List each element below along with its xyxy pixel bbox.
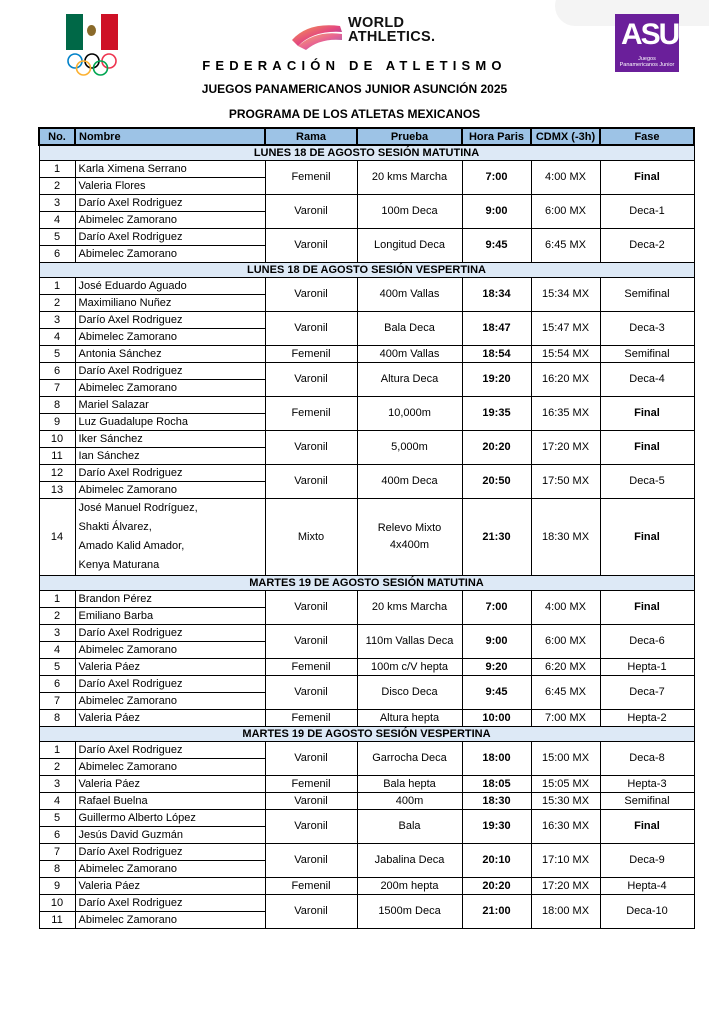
event-hora-cdmx: 15:54 MX [531,345,600,362]
event-rama: Varonil [265,894,357,928]
athlete-number: 7 [39,692,75,709]
athlete-number: 4 [39,328,75,345]
athlete-number: 6 [39,362,75,379]
athlete-number: 4 [39,792,75,809]
event-prueba: Bala hepta [357,775,462,792]
event-rama: Femenil [265,396,357,430]
athlete-name: Darío Axel Rodriguez [75,311,265,328]
athlete-name: Valeria Páez [75,775,265,792]
event-hora-cdmx: 18:30 MX [531,498,600,575]
event-prueba: 10,000m [357,396,462,430]
event-fase: Semifinal [600,792,694,809]
athlete-name: Abimelec Zamorano [75,211,265,228]
athlete-name: Antonia Sánchez [75,345,265,362]
event-fase: Final [600,498,694,575]
athlete-name: Darío Axel Rodriguez [75,843,265,860]
event-hora-paris: 21:00 [462,894,531,928]
table-row [39,277,694,294]
athlete-number: 5 [39,809,75,826]
event-prueba: 5,000m [357,430,462,464]
athlete-number: 5 [39,658,75,675]
event-prueba: Altura Deca [357,362,462,396]
table-row [39,624,694,641]
event-prueba: 200m hepta [357,877,462,894]
event-hora-cdmx: 18:00 MX [531,894,600,928]
event-prueba-line: 4x400m [389,538,430,551]
event-prueba: Altura hepta [357,709,462,726]
athlete-name: Abimelec Zamorano [75,860,265,877]
event-hora-paris: 20:10 [462,843,531,877]
table-row [39,843,694,860]
event-rama: Varonil [265,464,357,498]
athlete-number: 14 [39,498,75,575]
athlete-name: Abimelec Zamorano [75,481,265,498]
event-rama: Varonil [265,792,357,809]
athlete-number: 5 [39,228,75,245]
athlete-name: Amado Kalid Amador, [78,539,185,552]
event-fase: Hepta-2 [600,709,694,726]
event-hora-paris: 18:00 [462,741,531,775]
table-row [39,809,694,826]
table-row [39,464,694,481]
event-prueba: 20 kms Marcha [357,590,462,624]
athlete-name: Valeria Flores [75,177,265,194]
col-header-cdmx: CDMX (-3h) [531,128,600,145]
event-fase: Final [600,160,694,194]
athlete-number: 9 [39,413,75,430]
event-rama: Varonil [265,675,357,709]
col-header-rama: Rama [265,128,357,145]
event-rama: Femenil [265,160,357,194]
event-hora-cdmx: 16:30 MX [531,809,600,843]
athlete-name: Ian Sánchez [75,447,265,464]
athlete-number: 9 [39,877,75,894]
athlete-number: 3 [39,775,75,792]
table-row [39,775,694,792]
event-prueba: 400m Vallas [357,277,462,311]
event-hora-cdmx: 6:00 MX [531,624,600,658]
event-fase: Deca-6 [600,624,694,658]
event-fase: Deca-7 [600,675,694,709]
event-rama: Varonil [265,809,357,843]
event-hora-paris: 18:54 [462,345,531,362]
event-prueba: 400m Deca [357,464,462,498]
athlete-number: 4 [39,211,75,228]
games-title: JUEGOS PANAMERICANOS JUNIOR ASUNCIÓN 2025 [201,82,508,96]
event-hora-cdmx: 15:30 MX [531,792,600,809]
table-header-row [39,128,694,145]
table-row [39,741,694,758]
event-hora-cdmx: 17:20 MX [531,430,600,464]
athlete-number: 8 [39,709,75,726]
asu-logo-text: ASU [621,18,679,51]
athlete-number: 13 [39,481,75,498]
table-row [39,430,694,447]
table-row [39,228,694,245]
athlete-name: Guillermo Alberto López [75,809,265,826]
athlete-number: 3 [39,624,75,641]
athlete-number: 2 [39,177,75,194]
athlete-number: 4 [39,641,75,658]
event-hora-paris: 21:30 [462,498,531,575]
event-fase: Deca-8 [600,741,694,775]
event-hora-paris: 9:45 [462,228,531,262]
event-prueba: 400m Vallas [357,345,462,362]
athlete-number: 1 [39,277,75,294]
event-fase: Hepta-3 [600,775,694,792]
table-row [39,590,694,607]
event-hora-paris: 18:47 [462,311,531,345]
event-hora-paris: 19:30 [462,809,531,843]
event-prueba: Bala [357,809,462,843]
col-header-nombre: Nombre [75,128,265,145]
federation-title: FEDERACIÓN DE ATLETISMO [202,58,507,73]
athlete-number: 6 [39,245,75,262]
athlete-number: 6 [39,826,75,843]
event-hora-paris: 20:20 [462,877,531,894]
session-title: LUNES 18 DE AGOSTO SESIÓN MATUTINA [39,145,694,160]
event-prueba: 110m Vallas Deca [357,624,462,658]
event-prueba: Garrocha Deca [357,741,462,775]
event-fase: Deca-1 [600,194,694,228]
table-row [39,792,694,809]
athlete-number: 3 [39,194,75,211]
event-hora-cdmx: 7:00 MX [531,709,600,726]
athlete-name: Mariel Salazar [75,396,265,413]
athlete-name: Abimelec Zamorano [75,692,265,709]
event-prueba [357,498,462,575]
session-title: MARTES 19 DE AGOSTO SESIÓN MATUTINA [39,575,694,590]
col-header-hora-paris: Hora Paris [462,128,531,145]
athlete-number: 8 [39,860,75,877]
event-rama: Varonil [265,194,357,228]
event-prueba-line: Relevo Mixto [377,521,442,534]
event-rama: Femenil [265,709,357,726]
athlete-name: José Manuel Rodríguez, [78,501,198,514]
event-hora-cdmx: 6:45 MX [531,675,600,709]
athlete-name: Valeria Páez [75,877,265,894]
event-rama: Femenil [265,345,357,362]
event-hora-paris: 18:05 [462,775,531,792]
athlete-name: Darío Axel Rodriguez [75,362,265,379]
wa-line2: ATHLETICS. [348,29,436,45]
event-fase: Deca-3 [600,311,694,345]
athlete-number: 1 [39,741,75,758]
event-fase: Deca-9 [600,843,694,877]
event-fase: Final [600,809,694,843]
event-fase: Deca-2 [600,228,694,262]
table-row [39,345,694,362]
athlete-name: Darío Axel Rodriguez [75,624,265,641]
event-fase: Semifinal [600,277,694,311]
event-hora-cdmx: 6:45 MX [531,228,600,262]
col-header-prueba: Prueba [357,128,462,145]
athlete-name: Abimelec Zamorano [75,245,265,262]
session-title: LUNES 18 DE AGOSTO SESIÓN VESPERTINA [39,262,694,277]
event-rama: Femenil [265,775,357,792]
asu-logo-subtext: Juegos Panamericanos Junior [619,56,675,68]
event-fase: Deca-10 [600,894,694,928]
athlete-name: Valeria Páez [75,709,265,726]
athlete-number: 2 [39,758,75,775]
event-hora-cdmx: 17:20 MX [531,877,600,894]
event-hora-cdmx: 4:00 MX [531,160,600,194]
athlete-name: Abimelec Zamorano [75,379,265,396]
session-header-row [39,575,694,590]
col-header-fase: Fase [600,128,694,145]
athlete-number: 11 [39,911,75,928]
event-hora-paris: 7:00 [462,160,531,194]
event-rama: Varonil [265,362,357,396]
event-fase: Final [600,590,694,624]
event-hora-cdmx: 6:20 MX [531,658,600,675]
schedule-body [39,145,694,928]
event-rama: Varonil [265,590,357,624]
event-hora-cdmx: 15:34 MX [531,277,600,311]
table-row [39,894,694,911]
wa-line1: WORLD [348,15,405,31]
event-hora-paris: 18:30 [462,792,531,809]
table-row [39,396,694,413]
table-row [39,311,694,328]
event-hora-cdmx: 15:05 MX [531,775,600,792]
athlete-name: Abimelec Zamorano [75,641,265,658]
event-hora-paris: 9:00 [462,194,531,228]
athlete-number: 10 [39,894,75,911]
athlete-name: Abimelec Zamorano [75,328,265,345]
event-fase: Deca-5 [600,464,694,498]
athlete-name: Maximiliano Nuñez [75,294,265,311]
event-rama: Femenil [265,658,357,675]
event-hora-paris: 20:50 [462,464,531,498]
event-hora-cdmx: 16:20 MX [531,362,600,396]
table-row [39,709,694,726]
athlete-name: Darío Axel Rodriguez [75,675,265,692]
athlete-number: 10 [39,430,75,447]
event-rama: Varonil [265,228,357,262]
event-fase: Hepta-4 [600,877,694,894]
athlete-name: Abimelec Zamorano [75,758,265,775]
event-hora-paris: 9:00 [462,624,531,658]
event-prueba: 400m [357,792,462,809]
event-fase: Final [600,430,694,464]
event-prueba: Bala Deca [357,311,462,345]
event-rama: Varonil [265,277,357,311]
athlete-name: Abimelec Zamorano [75,911,265,928]
event-hora-cdmx: 17:10 MX [531,843,600,877]
event-hora-paris: 20:20 [462,430,531,464]
event-hora-cdmx: 15:00 MX [531,741,600,775]
table-row [39,362,694,379]
table-row [39,498,694,575]
event-prueba: 100m c/V hepta [357,658,462,675]
athlete-number: 1 [39,590,75,607]
event-hora-cdmx: 17:50 MX [531,464,600,498]
event-rama: Varonil [265,311,357,345]
mexico-flag-icon [66,14,118,50]
event-hora-cdmx: 6:00 MX [531,194,600,228]
athlete-name: Darío Axel Rodriguez [75,194,265,211]
athlete-name: Karla Ximena Serrano [75,160,265,177]
session-header-row [39,262,694,277]
event-rama: Varonil [265,430,357,464]
event-hora-paris: 9:20 [462,658,531,675]
event-hora-cdmx: 15:47 MX [531,311,600,345]
event-hora-paris: 19:20 [462,362,531,396]
event-hora-paris: 18:34 [462,277,531,311]
table-row [39,160,694,177]
event-fase: Semifinal [600,345,694,362]
event-fase: Final [600,396,694,430]
event-hora-cdmx: 4:00 MX [531,590,600,624]
athlete-number: 2 [39,607,75,624]
athlete-name: Darío Axel Rodriguez [75,894,265,911]
athlete-number: 8 [39,396,75,413]
athlete-name: Darío Axel Rodriguez [75,228,265,245]
session-header-row [39,145,694,160]
event-rama: Varonil [265,843,357,877]
athlete-number: 3 [39,311,75,328]
table-row [39,675,694,692]
event-rama: Femenil [265,877,357,894]
athlete-name: Jesús David Guzmán [75,826,265,843]
table-row [39,658,694,675]
event-rama: Mixto [265,498,357,575]
athlete-name: Shakti Álvarez, [78,520,152,533]
athlete-name: Darío Axel Rodriguez [75,741,265,758]
athlete-number: 7 [39,843,75,860]
session-header-row [39,726,694,741]
athlete-number: 11 [39,447,75,464]
event-prueba: Disco Deca [357,675,462,709]
athlete-number: 6 [39,675,75,692]
athlete-number: 12 [39,464,75,481]
schedule-table [38,127,695,929]
athlete-number: 1 [39,160,75,177]
event-fase: Hepta-1 [600,658,694,675]
athlete-name: Brandon Pérez [75,590,265,607]
table-row [39,877,694,894]
event-prueba: 1500m Deca [357,894,462,928]
athlete-number: 7 [39,379,75,396]
athlete-number: 2 [39,294,75,311]
relay-athlete-names [75,498,265,575]
athlete-name: Luz Guadalupe Rocha [75,413,265,430]
session-title: MARTES 19 DE AGOSTO SESIÓN VESPERTINA [39,726,694,741]
program-title: PROGRAMA DE LOS ATLETAS MEXICANOS [228,107,481,121]
event-prueba: Jabalina Deca [357,843,462,877]
athlete-name: Emiliano Barba [75,607,265,624]
athlete-name: Darío Axel Rodriguez [75,464,265,481]
event-rama: Varonil [265,741,357,775]
athlete-name: Rafael Buelna [75,792,265,809]
col-header-no: No. [39,128,75,145]
athlete-name: Kenya Maturana [78,558,160,571]
event-prueba: 100m Deca [357,194,462,228]
event-fase: Deca-4 [600,362,694,396]
event-hora-paris: 10:00 [462,709,531,726]
athlete-name: José Eduardo Aguado [75,277,265,294]
event-hora-paris: 19:35 [462,396,531,430]
event-hora-cdmx: 16:35 MX [531,396,600,430]
athlete-name: Valeria Páez [75,658,265,675]
event-hora-paris: 9:45 [462,675,531,709]
event-hora-paris: 7:00 [462,590,531,624]
athlete-number: 5 [39,345,75,362]
table-row [39,194,694,211]
event-rama: Varonil [265,624,357,658]
athlete-name: Iker Sánchez [75,430,265,447]
world-athletics-wordmark [348,16,435,44]
event-prueba: Longitud Deca [357,228,462,262]
event-prueba: 20 kms Marcha [357,160,462,194]
document-header [0,0,709,128]
